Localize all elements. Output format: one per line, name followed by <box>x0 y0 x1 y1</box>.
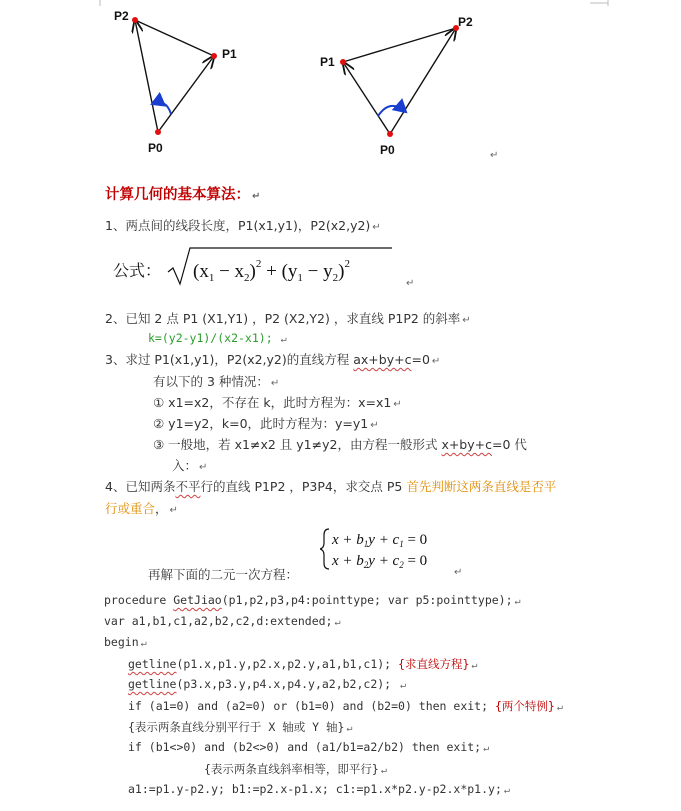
code-line-10: a1:=p1.y-p2.y; b1:=p2.x-p1.x; c1:=p1.x*p2.y-p2.x*p1.y; ↵ <box>128 782 510 796</box>
heading-text: 计算几何的基本算法： <box>105 187 250 203</box>
section-heading: 计算几何的基本算法： ↵ <box>105 187 261 203</box>
angle-arc-icon <box>152 102 171 114</box>
formula-label: 公式： <box>113 261 162 280</box>
cases-intro: 有以下的 3 种情况： ↵ <box>153 374 280 389</box>
point-p1 <box>211 53 217 59</box>
diagram-right <box>318 6 498 158</box>
item-4-cont: 行或重合， ↵ <box>105 501 178 516</box>
code-line-4: getline(p1.x,p1.y,p2.x,p2.y,a1,b1,c1); {求直线方程} ↵ <box>128 657 478 671</box>
svg-text:x + b1y + c1 = 0: $x + b_1y + c_1 = 0$ <box>332 532 428 549</box>
item-2-text: 2、已知 2 点 P1 (X1,Y1) ，P2 (X2,Y2) ，求直线 P1P2 的斜率 <box>105 311 461 326</box>
code-line-5: getline(p3.x,p3.y,p4.x,p4.y,a2,b2,c2); ↵ <box>128 677 407 691</box>
case-3-cont: 入： ↵ <box>172 458 208 473</box>
slope-formula: k=(y2-y1)/(x2-x1); ↵ <box>148 331 287 345</box>
item-4: 4、已知两条不平行的直线 P1P2 ，P3P4，求交点 P5 首先判断这两条直线是否平 <box>105 479 557 494</box>
code-line-2: var a1,b1,c1,a2,b2,c2,d:extended; ↵ <box>104 614 341 628</box>
svg-text:x + b2y + c2 = 0: $x + b_2y + c_2 = 0$ <box>332 553 428 570</box>
code-line-7: {表示两条直线分别平行于 X 轴或 Y 轴} ↵ <box>128 720 353 734</box>
item-3: 3、求过 P1(x1,y1)，P2(x2,y2)的直线方程 ax+by+c=0 ↵ <box>105 352 441 367</box>
code-line-3: begin ↵ <box>104 635 147 649</box>
segment-p0-p2 <box>390 28 456 134</box>
label-p2: P2 <box>114 9 129 23</box>
linear-system <box>320 526 450 572</box>
segment-p1-p2 <box>343 28 456 62</box>
segment-p1-p2 <box>135 20 214 56</box>
case-3: ③ 一般地，若 x1≠x2 且 y1≠y2，由方程一般形式 x+by+c=0 代 <box>153 437 527 452</box>
item-1: 1、两点间的线段长度，P1(x1,y1)，P2(x2,y2) ↵ <box>105 218 381 233</box>
formula-part: (x <box>193 261 209 282</box>
code-line-6: if (a1=0) and (a2=0) or (b1=0) and (b2=0) then exit; {两个特例} ↵ <box>128 699 563 713</box>
paragraph-mark: ↵ <box>454 567 463 578</box>
label-p1: P1 <box>222 47 237 61</box>
point-p0 <box>387 131 393 137</box>
code-line-9: {表示两条直线斜率相等，即平行} ↵ <box>204 762 387 776</box>
paragraph-mark: ↵ <box>490 150 499 161</box>
point-p2 <box>132 17 138 23</box>
paragraph-mark: ↵ <box>406 278 415 289</box>
point-p1 <box>340 59 346 65</box>
point-p0 <box>155 129 161 135</box>
label-p2: P2 <box>458 15 473 29</box>
case-2: ② y1=y2，k=0，此时方程为：y=y1 ↵ <box>153 416 379 431</box>
segment-p0-p1 <box>158 56 214 132</box>
svg-text:(x1 − x2)2 + (y1 − y2)2: $(x_1 - x_2)^2 + (y_1 - y_2)^2$ <box>193 258 350 284</box>
label-p0: P0 <box>148 141 163 155</box>
label-p0: P0 <box>380 143 395 157</box>
diagram-left <box>100 6 260 158</box>
code-line-1: procedure GetJiao(p1,p2,p3,p4:pointtype; var p5:pointtype); ↵ <box>104 593 521 607</box>
case-1: ① x1=x2，不存在 k，此时方程为：x=x1 ↵ <box>153 395 402 410</box>
segment-p0-p1 <box>343 62 390 134</box>
item-1-text: 1、两点间的线段长度，P1(x1,y1)，P2(x2,y2) <box>105 218 371 233</box>
solve-label: 再解下面的二元一次方程： <box>148 567 299 582</box>
segment-p0-p2 <box>135 20 158 132</box>
code-line-8: if (b1<>0) and (b2<>0) and (a1/b1=a2/b2) then exit; ↵ <box>128 740 490 754</box>
label-p1: P1 <box>320 55 335 69</box>
distance-formula <box>166 244 396 290</box>
item-2: 2、已知 2 点 P1 (X1,Y1) ，P2 (X2,Y2) ，求直线 P1P2 的斜率 ↵ <box>105 311 471 326</box>
